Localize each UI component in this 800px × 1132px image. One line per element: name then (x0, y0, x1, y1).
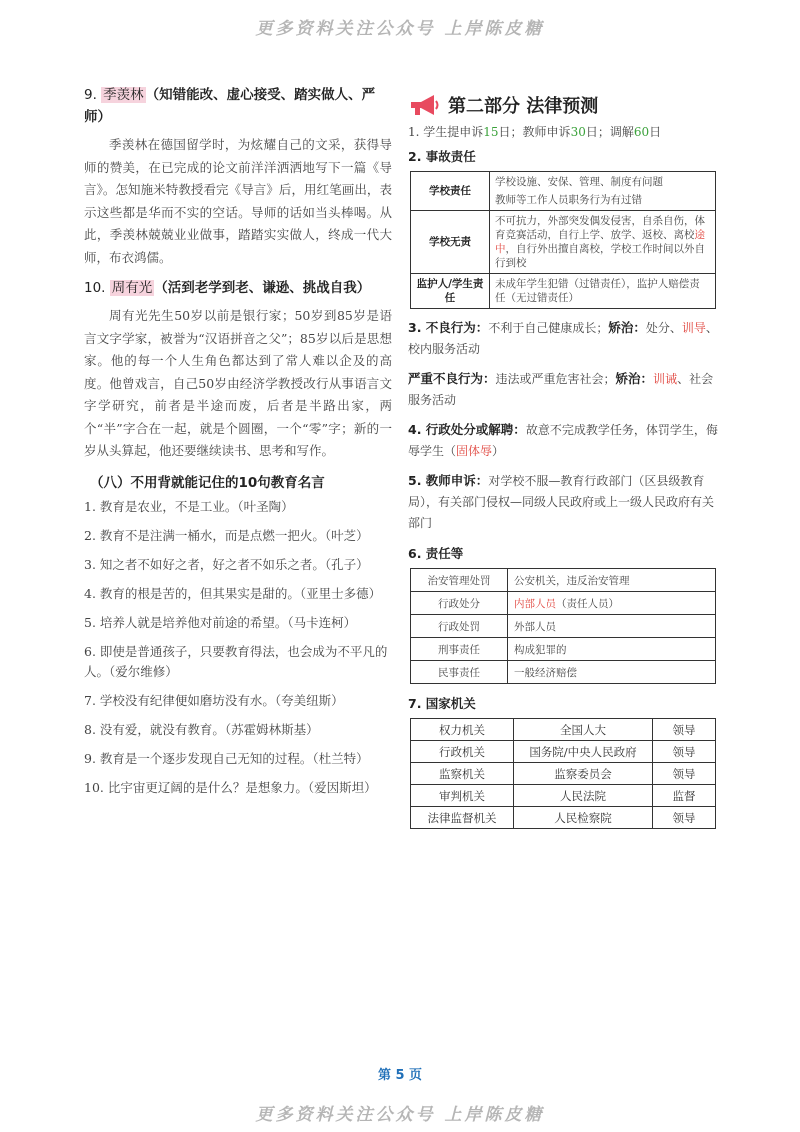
quote-item: 9. 教育是一个逐步发现自己无知的过程。（杜兰特） (84, 750, 369, 766)
table-row (411, 661, 716, 684)
deadline-number: 30 (570, 125, 586, 139)
table-value-line: 教师等工作人员职务行为有过错 (495, 194, 642, 206)
item9-text: 季羡林在德国留学时，为炫耀自己的文采，获得导师的赞美，在已完成的论文前洋洋洒洒地写下一篇《导言》。怎知施米特教授看完《导言》后，用红笔画出，表示这些都是华而不实的空话。导师的话如当头棒喝。从此，季羡林兢兢业业做事，踏踏实实做人，终成一代大师，布衣鸿儒。 (84, 137, 392, 265)
table-key: 学校无责 (411, 211, 490, 274)
table-value-line: 学校设施、安保、管理、制度有问题 (495, 176, 663, 188)
quote-item: 3. 知之者不如好之者，好之者不如乐之者。（孔子） (84, 556, 369, 572)
item10-name: 周有光 (111, 280, 153, 296)
table-row (411, 172, 716, 211)
table-value: 构成犯罪的 (508, 638, 716, 661)
section3-label: 3. 不良行为： (408, 320, 489, 335)
deadline-number: 60 (633, 125, 650, 139)
section3 (408, 317, 718, 360)
quote-item: 5. 培养人就是培养他对前途的希望。（马卡连柯） (84, 614, 357, 630)
section3-text: 、校内服务活动 (408, 321, 718, 356)
table-value: 未成年学生犯错（过错责任），监护人赔偿责任（无过错责任） (490, 274, 716, 309)
table-cell: 领导 (653, 741, 716, 763)
table-value: 外部人员 (508, 615, 716, 638)
part-title: 第二部分 法律预测 (448, 96, 599, 117)
table-key: 学校责任 (411, 172, 490, 211)
section8-title: （八）不用背就能记住的10句教育名言 (90, 474, 325, 491)
part-header (408, 92, 718, 118)
table-key: 行政处罚 (411, 615, 508, 638)
table-row (411, 807, 716, 829)
table-key: 治安管理处罚 (411, 569, 508, 592)
left-column (84, 84, 392, 807)
table-cell: 人民检察院 (514, 807, 653, 829)
section7-title: 7. 国家机关 (408, 696, 476, 711)
header-banner: 更多资料关注公众号 上岸陈皮糖 (255, 19, 545, 39)
table-value: 公安机关，违反治安管理 (508, 569, 716, 592)
table-row (411, 638, 716, 661)
appeal-deadlines (408, 122, 718, 143)
section5 (408, 470, 718, 534)
deadline-text: 日；教师申诉 (498, 125, 571, 139)
quote-list (84, 497, 392, 798)
section3b-text: 、社会服务活动 (408, 372, 714, 407)
table-key: 刑事责任 (411, 638, 508, 661)
section3b-highlight: 训诫 (653, 372, 678, 386)
table-row (411, 615, 716, 638)
table-row (411, 592, 716, 615)
quote-item: 7. 学校没有纪律便如磨坊没有水。（夸美纽斯） (84, 692, 344, 708)
table-cell: 行政机关 (411, 741, 514, 763)
item10-text: 周有光先生50岁以前是银行家；50岁到85岁是语言文字学家，被誉为“汉语拼音之父”；85岁以后是思想家。他的每一个人生角色都达到了常人难以企及的高度。他曾戏言，自己50岁由经济学教授改行从事语言文字学研究，前者是半途而废，后者是半路出家，两个“半”字合在一起，就是个圆圈，一个“零”字；新的一岁从头算起，他还要继续读书、思考和写作。 (84, 308, 392, 458)
section4-label: 4. 行政处分或解聘： (408, 422, 526, 437)
table-value-highlight: 途中 (495, 229, 705, 255)
section4-highlight: 固体辱 (456, 444, 493, 458)
section4-text: ） (492, 444, 505, 458)
section3-text: 不利于自己健康成长； (488, 321, 609, 335)
megaphone-icon (408, 93, 442, 117)
section3b (408, 368, 718, 411)
table-cell: 领导 (653, 807, 716, 829)
deadline-text: 日 (649, 125, 662, 139)
table-cell: 人民法院 (514, 785, 653, 807)
footer-banner: 更多资料关注公众号 上岸陈皮糖 (255, 1105, 545, 1125)
table-key: 监护人/学生责任 (411, 274, 490, 309)
table-cell: 审判机关 (411, 785, 514, 807)
quote-item: 8. 没有爱，就没有教育。（苏霍姆林斯基） (84, 721, 319, 737)
section4-text: 故意不完成教学任务，体罚学生，侮辱学生（ (408, 423, 718, 458)
section2-title: 2. 事故责任 (408, 149, 476, 164)
section3b-label: 严重不良行为： (408, 371, 496, 386)
table-cell: 领导 (653, 719, 716, 741)
item9-num: 9. (84, 87, 102, 103)
table-cell: 监察机关 (411, 763, 514, 785)
table-row (411, 211, 716, 274)
table-value: 一般经济赔偿 (508, 661, 716, 684)
table-row (411, 785, 716, 807)
table-row (411, 569, 716, 592)
section3-text: 处分、 (645, 321, 682, 335)
deadline-number: 15 (483, 125, 499, 139)
table-cell: 监察委员会 (514, 763, 653, 785)
quote-item: 4. 教育的根是苦的，但其果实是甜的。（亚里士多德） (84, 585, 382, 601)
table-value (490, 172, 716, 211)
section4 (408, 419, 718, 462)
quote-item: 6. 即使是普通孩子，只要教育得法，也会成为不平凡的人。（爱尔维修） (84, 643, 388, 679)
section5-text: 对学校不服—教育行政部门（区县级教育局），有关部门侵权—同级人民政府或上一级人民政府有关部门 (408, 474, 715, 530)
table-value-line: 不可抗力，外部突发偶发侵害，自杀自伤，体育竞赛活动，自行上学、放学、返校、离校 (495, 215, 705, 241)
quote-item: 10. 比宇宙更辽阔的是什么？是想象力。（爱因斯坦） (84, 779, 377, 795)
item10-tags: （活到老学到老、谦逊、挑战自我） (154, 280, 371, 296)
page-number: 第 5 页 (377, 1068, 423, 1083)
item10-heading (84, 277, 392, 299)
table-cell: 权力机关 (411, 719, 514, 741)
table-value-extra: （责任人员） (556, 597, 619, 610)
table-cell: 监督 (653, 785, 716, 807)
section3b-fix-label: 矫治： (615, 371, 654, 386)
accident-table (410, 171, 716, 309)
table-cell: 法律监督机关 (411, 807, 514, 829)
table-cell: 国务院/中央人民政府 (514, 741, 653, 763)
quote-item: 1. 教育是农业，不是工业。（叶圣陶） (84, 498, 294, 514)
item10-num: 10. (84, 280, 110, 296)
table-value-highlight: 内部人员 (514, 597, 556, 610)
right-column (408, 92, 718, 829)
section3-fix-label: 矫治： (608, 320, 646, 335)
section3-highlight: 训导 (681, 321, 706, 335)
table-cell: 领导 (653, 763, 716, 785)
deadline-text: 1. 学生提申诉 (408, 125, 484, 139)
table-cell: 全国人大 (514, 719, 653, 741)
section3b-text: 违法或严重危害社会； (495, 372, 616, 386)
table-value (490, 211, 716, 274)
section5-label: 5. 教师申诉： (408, 473, 489, 488)
deadline-text: 日；调解 (585, 125, 634, 139)
table-key: 民事责任 (411, 661, 508, 684)
table-row (411, 741, 716, 763)
item9-name: 季羡林 (103, 87, 144, 103)
quote-item: 2. 教育不是注满一桶水，而是点燃一把火。（叶芝） (84, 527, 369, 543)
state-organs-table (410, 718, 716, 829)
table-value (508, 592, 716, 615)
responsibility-table (410, 568, 716, 684)
table-row (411, 763, 716, 785)
section6-title: 6. 责任等 (408, 546, 464, 561)
item9-tags: （知错能改、虚心接受、踏实做人、严师） (84, 87, 376, 125)
table-row (411, 719, 716, 741)
item9-heading (84, 84, 392, 128)
table-key: 行政处分 (411, 592, 508, 615)
table-value-line: ，自行外出擅自离校，学校工作时间以外自行到校 (495, 243, 705, 269)
table-row (411, 274, 716, 309)
